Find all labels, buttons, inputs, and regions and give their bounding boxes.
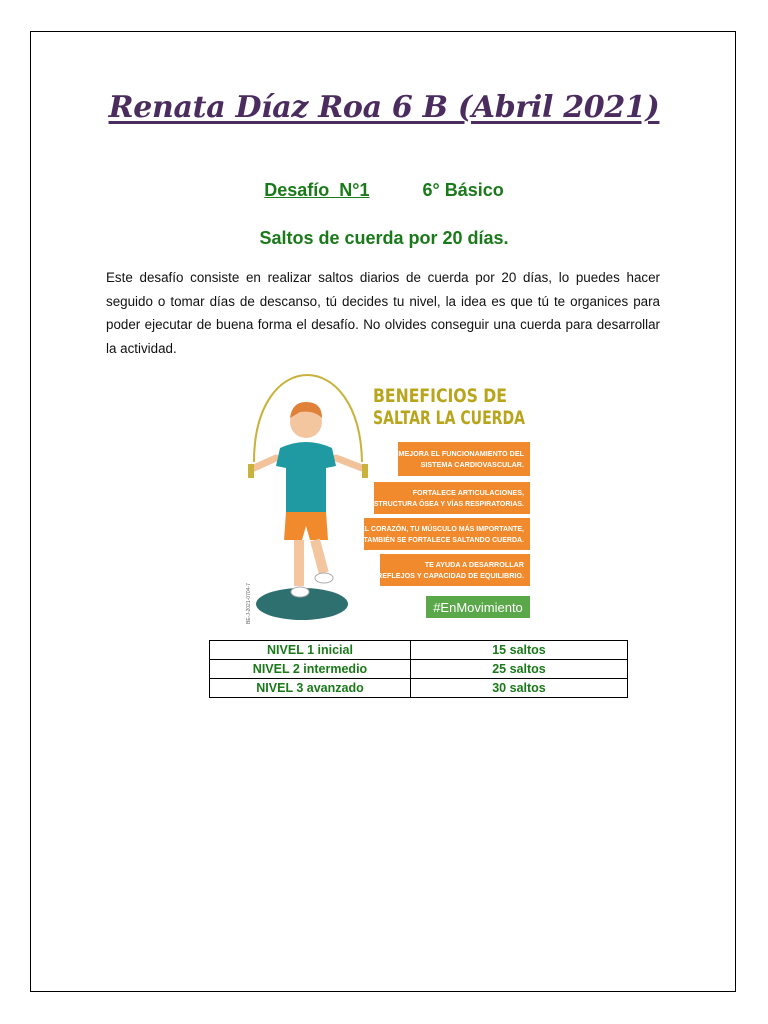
benefit-4-line1: TE AYUDA A DESARROLLAR [424,560,524,569]
benefit-box-3 [364,518,530,550]
table-row [210,660,628,679]
hashtag-text: #EnMovimiento [433,600,523,615]
benefit-box-2 [374,482,530,514]
table-row [210,641,628,660]
benefit-box-1 [398,442,530,476]
boy-shorts [284,512,328,540]
infographic-heading-line2: SALTAR LA CUERDA [373,407,526,429]
challenge-number: Desafío N°1 [264,180,370,200]
jump-rope-infographic [240,366,530,628]
level-name: NIVEL 3 avanzado [210,679,411,698]
levels-table [209,640,628,698]
benefit-1-line2: SISTEMA CARDIOVASCULAR. [420,460,524,469]
level-name: NIVEL 2 intermedio [210,660,411,679]
level-jumps: 30 saltos [411,679,628,698]
document-title: Renata Díaz Roa 6 B (Abril 2021) [108,90,660,125]
level-name: NIVEL 1 inicial [210,641,411,660]
table-row [210,679,628,698]
grade-label: 6° Básico [422,180,504,200]
benefit-4-line2: REFLEJOS Y CAPACIDAD DE EQUILIBRIO. [377,571,524,580]
side-code: BE-J-2021-0704-7 [246,583,252,624]
boy-shirt [276,442,336,512]
level-jumps: 25 saltos [411,660,628,679]
benefit-3-line1: EL CORAZÓN, TU MÚSCULO MÁS IMPORTANTE, [360,526,524,533]
benefit-2-line1: FORTALECE ARTICULACIONES, [412,488,524,497]
intro-paragraph: Este desafío consiste en realizar saltos diarios de cuerda por 20 días, lo puedes hacer seguido o tomar días de descanso, tú decides tu nivel, la idea es que tú te organices para poder ejecutar de buena forma el desafío. No olvides conseguir una cuerda para desarrollar la actividad. [106,270,660,356]
benefit-1-line1: MEJORA EL FUNCIONAMIENTO DEL [398,449,524,458]
subtitle-row [0,180,768,201]
challenge-headline: Saltos de cuerda por 20 días. [259,228,509,248]
benefit-2-line2: ESTRUCTURA ÓSEA Y VÍAS RESPIRATORIAS. [369,501,524,508]
benefit-box-4 [380,554,530,586]
infographic-heading-line1: BENEFICIOS DE [373,385,507,407]
benefit-3-line2: TAMBIÉN SE FORTALECE SALTANDO CUERDA. [363,537,524,544]
level-jumps: 15 saltos [411,641,628,660]
